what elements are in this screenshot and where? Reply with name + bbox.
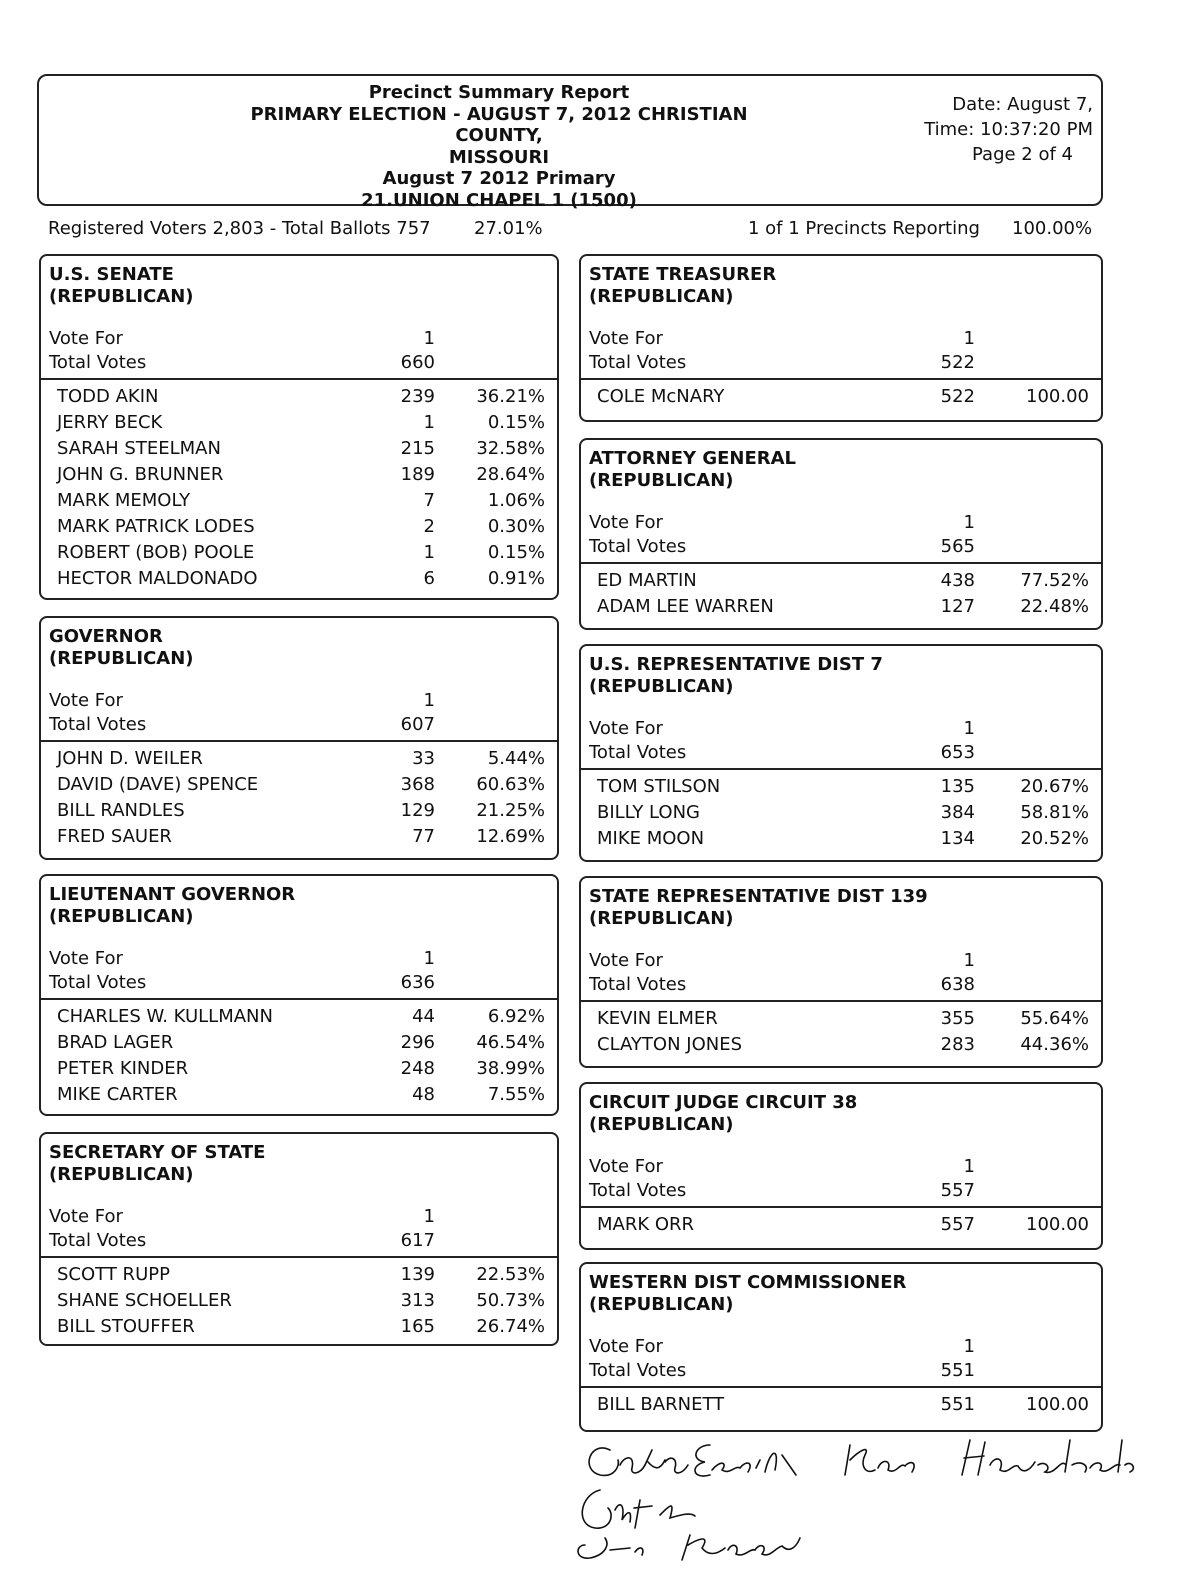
- vote-for-value: 1: [423, 690, 435, 711]
- candidate-votes: 77: [412, 826, 435, 847]
- race-box: [579, 1262, 1103, 1432]
- candidate-votes: 7: [423, 490, 435, 511]
- race-title: [589, 264, 776, 308]
- race-divider: [581, 562, 1101, 564]
- candidate-name: MIKE CARTER: [57, 1084, 178, 1105]
- total-votes-value: 660: [400, 352, 435, 373]
- total-votes-value: 617: [400, 1230, 435, 1251]
- vote-for-value: 1: [963, 718, 975, 739]
- race-divider: [581, 1000, 1101, 1002]
- vote-for-value: 1: [963, 512, 975, 533]
- candidate-percent: 58.81%: [1020, 802, 1089, 823]
- report-precinct: 21.UNION CHAPEL 1 (1500): [361, 189, 637, 211]
- candidate-percent: 77.52%: [1020, 570, 1089, 591]
- candidate-percent: 55.64%: [1020, 1008, 1089, 1029]
- candidate-name: MARK MEMOLY: [57, 490, 191, 511]
- candidate-percent: 36.21%: [476, 386, 545, 407]
- race-party: (REPUBLICAN): [589, 908, 734, 929]
- race-divider: [41, 740, 557, 742]
- candidate-percent: 100.00: [1026, 1214, 1089, 1235]
- total-votes-label: Total Votes: [589, 352, 687, 373]
- candidate-name: CHARLES W. KULLMANN: [57, 1006, 273, 1027]
- candidate-name: ADAM LEE WARREN: [597, 596, 774, 617]
- vote-for-label: Vote For: [589, 1156, 663, 1177]
- candidate-name: BILLY LONG: [597, 802, 701, 823]
- registered-voters: Registered Voters 2,803 - Total Ballots 757: [48, 218, 431, 239]
- candidate-percent: 100.00: [1026, 386, 1089, 407]
- vote-for-label: Vote For: [49, 948, 123, 969]
- report-meta: [924, 92, 1093, 167]
- race-name: U.S. REPRESENTATIVE DIST 7: [589, 654, 883, 675]
- candidate-percent: 38.99%: [476, 1058, 545, 1079]
- vote-for-label: Vote For: [49, 1206, 123, 1227]
- candidate-name: TODD AKIN: [57, 386, 159, 407]
- race-title: [49, 264, 194, 308]
- total-votes-value: 557: [940, 1180, 975, 1201]
- race-box: [579, 644, 1103, 862]
- candidate-votes: 438: [940, 570, 975, 591]
- race-name: U.S. SENATE: [49, 264, 174, 285]
- vote-for-label: Vote For: [589, 512, 663, 533]
- total-votes-value: 636: [400, 972, 435, 993]
- report-title-block: [219, 82, 779, 211]
- race-box: [39, 616, 559, 860]
- candidate-votes: 2: [423, 516, 435, 537]
- candidate-votes: 189: [400, 464, 435, 485]
- vote-for-label: Vote For: [589, 950, 663, 971]
- candidate-votes: 355: [940, 1008, 975, 1029]
- candidate-percent: 28.64%: [476, 464, 545, 485]
- race-divider: [581, 1386, 1101, 1388]
- report-date: Date: August 7,: [952, 94, 1093, 115]
- race-party: (REPUBLICAN): [589, 286, 734, 307]
- candidate-votes: 239: [400, 386, 435, 407]
- race-title: [589, 886, 928, 930]
- candidate-name: KEVIN ELMER: [597, 1008, 718, 1029]
- candidate-name: PETER KINDER: [57, 1058, 189, 1079]
- total-votes-label: Total Votes: [49, 714, 147, 735]
- candidate-name: BRAD LAGER: [57, 1032, 174, 1053]
- race-title: [589, 1092, 857, 1136]
- candidate-percent: 1.06%: [487, 490, 545, 511]
- candidate-percent: 0.30%: [487, 516, 545, 537]
- turnout-percent: 27.01%: [474, 218, 543, 239]
- race-divider: [41, 378, 557, 380]
- race-party: (REPUBLICAN): [49, 286, 194, 307]
- candidate-votes: 134: [940, 828, 975, 849]
- candidate-name: COLE McNARY: [597, 386, 725, 407]
- race-party: (REPUBLICAN): [589, 1114, 734, 1135]
- candidate-votes: 6: [423, 568, 435, 589]
- candidate-name: FRED SAUER: [57, 826, 172, 847]
- precincts-reporting: 1 of 1 Precincts Reporting: [748, 218, 980, 239]
- race-name: CIRCUIT JUDGE CIRCUIT 38: [589, 1092, 858, 1113]
- race-box: [39, 874, 559, 1116]
- vote-for-value: 1: [423, 948, 435, 969]
- candidate-percent: 20.67%: [1020, 776, 1089, 797]
- candidate-name: ROBERT (BOB) POOLE: [57, 542, 255, 563]
- candidate-name: SCOTT RUPP: [57, 1264, 170, 1285]
- candidate-votes: 283: [940, 1034, 975, 1055]
- candidate-percent: 7.55%: [487, 1084, 545, 1105]
- candidate-percent: 46.54%: [476, 1032, 545, 1053]
- race-name: STATE REPRESENTATIVE DIST 139: [589, 886, 928, 907]
- race-title: [589, 654, 883, 698]
- race-party: (REPUBLICAN): [589, 676, 734, 697]
- report-header: [37, 74, 1103, 211]
- report-primary: August 7 2012 Primary: [382, 168, 616, 189]
- race-name: STATE TREASURER: [589, 264, 777, 285]
- total-votes-label: Total Votes: [49, 1230, 147, 1251]
- candidate-name: BILL RANDLES: [57, 800, 185, 821]
- candidate-name: SARAH STEELMAN: [57, 438, 221, 459]
- total-votes-value: 638: [940, 974, 975, 995]
- race-box: [39, 254, 559, 600]
- race-name: SECRETARY OF STATE: [49, 1142, 266, 1163]
- candidate-votes: 313: [400, 1290, 435, 1311]
- total-votes-label: Total Votes: [589, 1360, 687, 1381]
- candidate-votes: 557: [940, 1214, 975, 1235]
- candidate-name: BILL BARNETT: [597, 1394, 725, 1415]
- candidate-name: JOHN D. WEILER: [57, 748, 203, 769]
- candidate-percent: 100.00: [1026, 1394, 1089, 1415]
- report-state: MISSOURI: [448, 146, 550, 168]
- candidate-name: JERRY BECK: [57, 412, 163, 433]
- total-votes-value: 565: [940, 536, 975, 557]
- race-name: ATTORNEY GENERAL: [589, 448, 797, 469]
- vote-for-label: Vote For: [589, 328, 663, 349]
- candidate-percent: 22.48%: [1020, 596, 1089, 617]
- candidate-name: MARK PATRICK LODES: [57, 516, 255, 537]
- candidate-votes: 139: [400, 1264, 435, 1285]
- candidate-percent: 60.63%: [476, 774, 545, 795]
- race-title: [49, 884, 295, 928]
- candidate-votes: 1: [423, 412, 435, 433]
- candidate-percent: 0.15%: [487, 412, 545, 433]
- vote-for-label: Vote For: [49, 690, 123, 711]
- candidate-percent: 26.74%: [476, 1316, 545, 1337]
- candidate-votes: 129: [400, 800, 435, 821]
- total-votes-value: 551: [940, 1360, 975, 1381]
- candidate-percent: 32.58%: [476, 438, 545, 459]
- vote-for-label: Vote For: [49, 328, 123, 349]
- race-party: (REPUBLICAN): [49, 1164, 194, 1185]
- race-box: [579, 438, 1103, 630]
- candidate-votes: 384: [940, 802, 975, 823]
- vote-for-value: 1: [423, 1206, 435, 1227]
- candidate-votes: 215: [400, 438, 435, 459]
- candidate-name: HECTOR MALDONADO: [57, 568, 258, 589]
- candidate-votes: 551: [940, 1394, 975, 1415]
- race-title: [49, 1142, 265, 1186]
- vote-for-value: 1: [963, 328, 975, 349]
- candidate-percent: 0.15%: [487, 542, 545, 563]
- candidate-percent: 0.91%: [487, 568, 545, 589]
- total-votes-label: Total Votes: [49, 352, 147, 373]
- race-divider: [581, 768, 1101, 770]
- total-votes-label: Total Votes: [589, 974, 687, 995]
- report-time: Time: 10:37:20 PM: [924, 119, 1093, 140]
- candidate-percent: 22.53%: [476, 1264, 545, 1285]
- vote-for-label: Vote For: [589, 718, 663, 739]
- race-title: [589, 1272, 906, 1316]
- candidate-name: SHANE SCHOELLER: [57, 1290, 232, 1311]
- candidate-percent: 12.69%: [476, 826, 545, 847]
- report-page: Page 2 of 4: [972, 144, 1073, 165]
- race-divider: [581, 1206, 1101, 1208]
- candidate-votes: 522: [940, 386, 975, 407]
- vote-for-value: 1: [963, 1336, 975, 1357]
- candidate-name: MIKE MOON: [597, 828, 705, 849]
- candidate-percent: 6.92%: [487, 1006, 545, 1027]
- race-box: [39, 1132, 559, 1346]
- total-votes-label: Total Votes: [589, 1180, 687, 1201]
- total-votes-label: Total Votes: [589, 742, 687, 763]
- race-divider: [41, 998, 557, 1000]
- total-votes-label: Total Votes: [49, 972, 147, 993]
- vote-for-value: 1: [423, 328, 435, 349]
- candidate-name: CLAYTON JONES: [597, 1034, 743, 1055]
- race-title: [589, 448, 796, 492]
- candidate-name: TOM STILSON: [597, 776, 721, 797]
- candidate-percent: 21.25%: [476, 800, 545, 821]
- candidate-votes: 127: [940, 596, 975, 617]
- race-party: (REPUBLICAN): [589, 1294, 734, 1315]
- candidate-name: BILL STOUFFER: [57, 1316, 195, 1337]
- race-divider: [581, 378, 1101, 380]
- candidate-votes: 33: [412, 748, 435, 769]
- race-box: [579, 254, 1103, 422]
- race-name: GOVERNOR: [49, 626, 163, 647]
- precincts-percent: 100.00%: [1012, 218, 1093, 239]
- candidate-votes: 44: [412, 1006, 435, 1027]
- race-name: LIEUTENANT GOVERNOR: [49, 884, 296, 905]
- candidate-percent: 20.52%: [1020, 828, 1089, 849]
- race-box: [579, 876, 1103, 1068]
- signatures-drawing: [560, 1420, 1160, 1570]
- candidate-votes: 368: [400, 774, 435, 795]
- candidate-votes: 165: [400, 1316, 435, 1337]
- signatures: [560, 1420, 1160, 1570]
- race-divider: [41, 1256, 557, 1258]
- total-votes-label: Total Votes: [589, 536, 687, 557]
- race-party: (REPUBLICAN): [589, 470, 734, 491]
- total-votes-value: 653: [940, 742, 975, 763]
- candidate-name: JOHN G. BRUNNER: [57, 464, 224, 485]
- candidate-percent: 50.73%: [476, 1290, 545, 1311]
- candidate-votes: 135: [940, 776, 975, 797]
- race-box: [579, 1082, 1103, 1250]
- candidate-name: ED MARTIN: [597, 570, 697, 591]
- candidate-votes: 248: [400, 1058, 435, 1079]
- vote-for-label: Vote For: [589, 1336, 663, 1357]
- vote-for-value: 1: [963, 1156, 975, 1177]
- candidate-percent: 5.44%: [487, 748, 545, 769]
- candidate-votes: 48: [412, 1084, 435, 1105]
- candidate-name: DAVID (DAVE) SPENCE: [57, 774, 259, 795]
- race-party: (REPUBLICAN): [49, 906, 194, 927]
- report-title: Precinct Summary Report: [368, 82, 630, 103]
- report-election: PRIMARY ELECTION - AUGUST 7, 2012 CHRISTIAN COUNTY,: [250, 103, 748, 146]
- race-party: (REPUBLICAN): [49, 648, 194, 669]
- race-title: [49, 626, 194, 670]
- candidate-votes: 1: [423, 542, 435, 563]
- candidate-percent: 44.36%: [1020, 1034, 1089, 1055]
- race-name: WESTERN DIST COMMISSIONER: [589, 1272, 907, 1293]
- vote-for-value: 1: [963, 950, 975, 971]
- candidate-votes: 296: [400, 1032, 435, 1053]
- total-votes-value: 522: [940, 352, 975, 373]
- total-votes-value: 607: [400, 714, 435, 735]
- candidate-name: MARK ORR: [597, 1214, 695, 1235]
